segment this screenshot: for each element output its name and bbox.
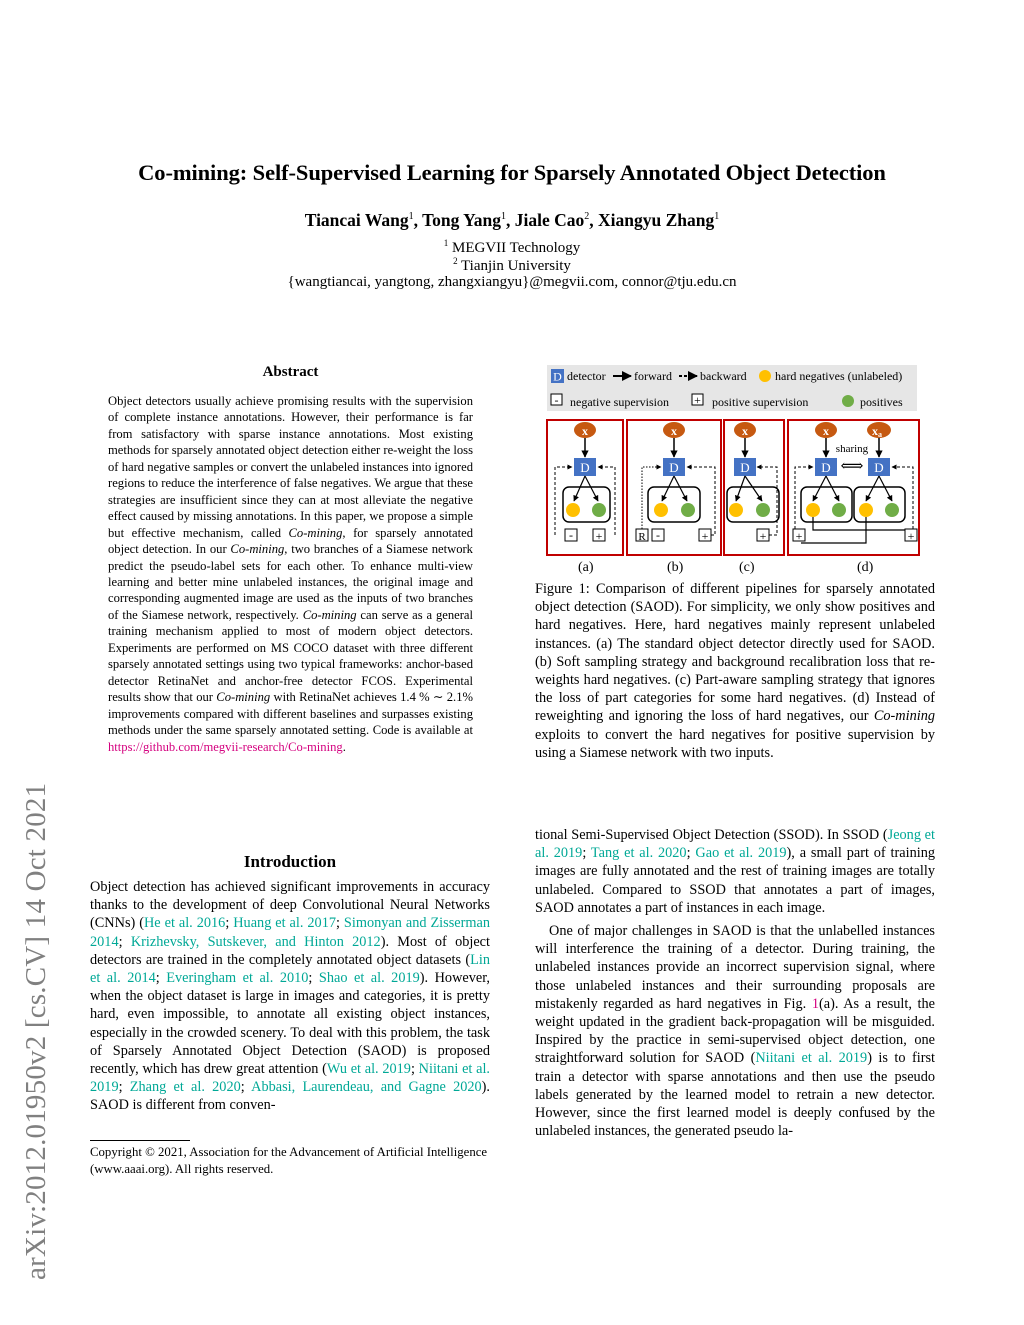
citation-link[interactable]: Niitani et al. 2019 — [90, 1061, 490, 1096]
panel-label: (c) — [739, 560, 755, 575]
panel-label: (a) — [578, 560, 594, 575]
copyright-footnote: Copyright © 2021, Association for the Advancement of Artificial Intelligence (www.aaai.org). All rights reserved. — [90, 1145, 488, 1176]
legend-positive-supervision: positive supervision — [712, 395, 809, 409]
sharing-label: sharing — [835, 443, 869, 455]
citation-link[interactable]: Niitani et al. 2019 — [755, 1050, 868, 1067]
svg-text:-: - — [656, 528, 660, 542]
author: Tong Yang$^1$ — [422, 210, 507, 230]
abstract-heading: Abstract — [262, 364, 319, 380]
svg-text:D: D — [580, 460, 590, 475]
svg-text:D: D — [874, 460, 884, 475]
svg-text:x: x — [823, 424, 829, 438]
svg-text:+: + — [595, 529, 603, 543]
svg-text:D: D — [740, 460, 750, 475]
figure-panel-labels — [545, 560, 921, 580]
legend-backward: backward — [700, 369, 747, 383]
panel-a — [547, 420, 623, 555]
svg-text:D: D — [553, 369, 562, 384]
citation-link[interactable]: Tang et al. 2020 — [590, 845, 687, 862]
panel-label: (d) — [857, 560, 874, 575]
svg-text:D: D — [821, 460, 831, 475]
citation-link[interactable]: Jeong et al. 2019 — [535, 827, 935, 862]
panel-c — [724, 420, 784, 555]
legend-negative-supervision: negative supervision — [570, 395, 669, 409]
footnote-rule — [90, 1140, 190, 1141]
affiliation: $^1$ MEGVII Technology — [443, 238, 581, 256]
svg-text:-: - — [569, 528, 573, 542]
svg-text:x: x — [671, 424, 677, 438]
figure-1-diagram — [545, 365, 921, 575]
citation-link[interactable]: Shao et al. 2019 — [318, 970, 420, 987]
legend-detector: detector — [567, 369, 606, 383]
legend-forward: forward — [634, 369, 672, 383]
legend-hard-negatives: hard negatives (unlabeled) — [775, 369, 903, 383]
svg-text:-: - — [554, 393, 559, 407]
author: Jiale Cao$^2$ — [514, 210, 590, 230]
introduction-heading: Introduction — [243, 852, 337, 871]
introduction-text: Object detection has achieved significant improvements in accuracy thanks to the development of deep Convolutional Neural Networks (CNNs) (He et al. 2016; Huang et al. 2017; Simonyan and Zisserman 2014; Krizhevsky, Sutskever, and Hinton 2012). Most of object detectors are trained in the completely annotated object datasets (Lin et al. 2014; Everingham et al. 2010; Shao et al. 2019). However, when the object dataset is large in images and categories, it is pretty hard, even impossible, to annotate all existing object instances, especially in the crowded scenery. To deal with this problem, the task of Sparsely Annotated Object Detection (SAOD) is proposed recently, which has drew great attention (Wu et al. 2019; Niitani et al. 2019; Zhang et al. 2020; Abbasi, Laurendeau, and Gagne 2020). SAOD is different from conven- — [90, 879, 491, 1114]
citation-link[interactable]: Wu et al. 2019 — [326, 1061, 411, 1078]
citation-link[interactable]: Abbasi, Laurendeau, and Gagne 2020 — [251, 1079, 482, 1096]
svg-text:xa: xa — [872, 424, 882, 439]
abstract-text: Object detectors usually achieve promising results with the supervision of complete instance annotations. However, their performance is far from satisfactory with sparse instance annotations. Most existing methods for sparsely annotated object detection either re-weight the loss of hard negative samples or convert the unlabeled instances into ignored regions to reduce the interference of false negatives. We argue that these strategies are insufficient since they can at most alleviate the negative effect caused by missing annotations. In this paper, we propose a simple but effective mechanism, called Co-mining, for sparsely annotated object detection. In our Co-mining, two branches of a Siamese network predict the pseudo-label sets for each other. To enhance multi-view learning and better mine unlabeled instances, the original image and corresponding augmented image are used as the inputs of two branches of the Siamese network, respectively. Co-mining can serve as a general training mechanism applied to most of modern object detectors. Experiments are performed on MS COCO dataset with three different sparsely annotated settings using two typical frameworks: anchor-based detector RetinaNet and anchor-free detector FCOS. Experimental results show that our Co-mining with RetinaNet achieves 1.4 % ∼ 2.1% improvements compared with different baselines and surpasses existing methods under the same sparsely annotated setting. Code is available at https://github.com/megvii-research/Co-mining. — [108, 394, 473, 754]
svg-text:+: + — [907, 529, 915, 543]
citation-link[interactable]: Krizhevsky, Sutskever, and Hinton 2012 — [130, 933, 381, 950]
author-emails: {wangtiancai, yangtong, zhangxiangyu}@megvii.com, connor@tju.edu.cn — [287, 274, 737, 290]
figure-reference-link[interactable]: 1 — [811, 995, 819, 1012]
svg-text:+: + — [701, 529, 709, 543]
author: Tiancai Wang$^1$ — [304, 210, 414, 230]
hard-negative-icon — [759, 370, 771, 382]
legend-positives: positives — [860, 395, 903, 409]
citation-link[interactable]: Simonyan and Zisserman 2014 — [90, 915, 490, 950]
panel-b — [627, 420, 721, 555]
svg-text:R: R — [638, 531, 646, 543]
citation-link[interactable]: Lin et al. 2014 — [90, 951, 490, 987]
citation-link[interactable]: He et al. 2016 — [143, 915, 226, 932]
arxiv-identifier: arXiv:2012.01950v2 [cs.CV] 14 Oct 2021 — [20, 782, 52, 1280]
citation-link[interactable]: Zhang et al. 2020 — [129, 1079, 241, 1096]
affiliation: $^2$ Tianjin University — [453, 256, 571, 274]
citation-link[interactable]: Gao et al. 2019 — [695, 845, 787, 862]
figure-1-caption: Figure 1: Comparison of different pipelines for sparsely annotated object detection (SAOD). For simplicity, we only show positives and hard negatives. Here, hard negatives mainly represent unlabeled instances. (a) The standard object detector directly used for SAOD. (b) Soft sampling strategy and background recalibration loss that re-weights hard negatives. (c) Part-aware sampling strategy that ignores the loss of part categories for some hard negatives. (d) Instead of reweighting and ignoring the loss of hard negatives, our Co-mining exploits to convert the hard negatives for positive supervision by using a Siamese network with two inputs. — [535, 581, 935, 761]
svg-text:x: x — [742, 424, 748, 438]
citation-link[interactable]: Everingham et al. 2010 — [166, 970, 309, 987]
paper-title: Co-mining: Self-Supervised Learning for Sparsely Annotated Object Detection — [138, 160, 886, 185]
author: Xiangyu Zhang$^1$ — [598, 210, 720, 230]
author-list: Tiancai Wang$^1$, Tong Yang$^1$, Jiale Cao$^2$, Xiangyu Zhang$^1$ — [304, 210, 720, 230]
svg-text:D: D — [669, 460, 679, 475]
right-column-text: tional Semi-Supervised Object Detection (SSOD). In SSOD (Jeong et al. 2019; Tang et al. 2020; Gao et al. 2019), a small part of training images are fully annotated and the rest of training images are totally unlabeled. Compared to SSOD that annotates a part of images, SAOD annotates a part of instances in each image. One of major challenges in SAOD is that the unlabelled instances will interference the training of a detector. During training, the unlabeled instances provide an incorrect supervision signal, where those unlabeled instances and their surrounding proposals are mistakenly regarded as hard negatives in Fig. 1(a). As a result, the weight updated in the gradient back-propagation will be misguided. Inspired by the practice in semi-supervised object detection, one straightforward solution for SAOD (Niitani et al. 2019) is to first train a detector with sparse annotations and then use the pseudo labels generated by the learned model to retrain a new detector. However, since the first learned model is deeply confused by the unlabeled instances, the generated pseudo la- — [535, 827, 936, 1140]
sharing-arrow-icon: ⟺ — [840, 458, 864, 475]
citation-link[interactable]: Huang et al. 2017 — [233, 915, 336, 932]
svg-text:+: + — [759, 529, 767, 543]
svg-text:x: x — [582, 424, 588, 438]
panel-label: (b) — [667, 560, 684, 575]
panel-d — [788, 420, 919, 555]
svg-text:+: + — [694, 393, 701, 407]
svg-text:+: + — [795, 529, 803, 543]
positive-icon — [842, 395, 854, 407]
code-link[interactable]: https://github.com/megvii-research/Co-mining — [108, 739, 343, 754]
